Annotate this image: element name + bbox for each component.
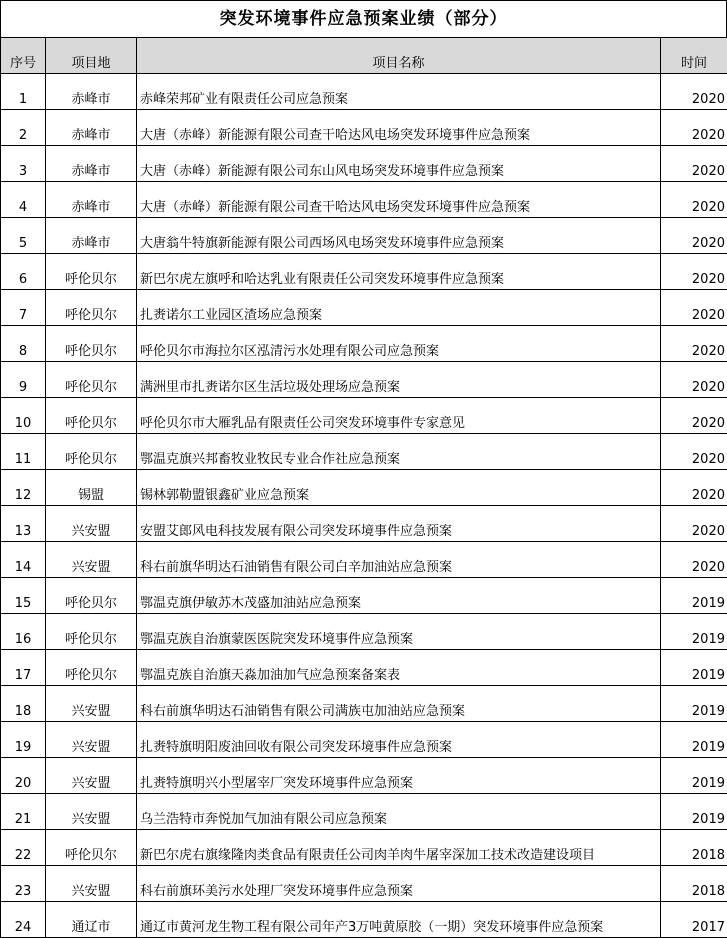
table-row <box>1 578 727 614</box>
row-year: 2020 <box>661 470 727 506</box>
table-row <box>1 614 727 650</box>
sheet-title: 突发环境事件应急预案业绩（部分） <box>0 0 727 37</box>
row-place: 呼伦贝尔 <box>46 290 137 326</box>
row-place: 兴安盟 <box>46 686 137 722</box>
table-row <box>1 290 727 326</box>
row-place: 兴安盟 <box>46 866 137 902</box>
row-project-name: 赤峰荣邦矿业有限责任公司应急预案 <box>137 74 661 110</box>
row-number: 15 <box>1 578 46 614</box>
row-number: 23 <box>1 866 46 902</box>
row-year: 2020 <box>661 110 727 146</box>
row-place: 锡盟 <box>46 470 137 506</box>
row-number: 17 <box>1 650 46 686</box>
table-row <box>1 650 727 686</box>
table-row <box>1 182 727 218</box>
row-project-name: 科右前旗华明达石油销售有限公司白辛加油站应急预案 <box>137 542 661 578</box>
table-row <box>1 902 727 938</box>
row-year: 2019 <box>661 578 727 614</box>
row-place: 兴安盟 <box>46 794 137 830</box>
header-row <box>1 38 727 74</box>
row-place: 通辽市 <box>46 902 137 938</box>
table-body <box>1 74 727 938</box>
table-row <box>1 794 727 830</box>
row-number: 24 <box>1 902 46 938</box>
row-project-name: 通辽市黄河龙生物工程有限公司年产3万吨黄原胶（一期）突发环境事件应急预案 <box>137 902 661 938</box>
table-row <box>1 434 727 470</box>
row-place: 呼伦贝尔 <box>46 650 137 686</box>
table-row <box>1 866 727 902</box>
row-place: 赤峰市 <box>46 110 137 146</box>
row-year: 2020 <box>661 398 727 434</box>
column-header-no: 序号 <box>1 38 46 74</box>
row-place: 呼伦贝尔 <box>46 830 137 866</box>
row-place: 赤峰市 <box>46 146 137 182</box>
row-project-name: 鄂温克族自治旗天淼加油加气应急预案备案表 <box>137 650 661 686</box>
row-place: 赤峰市 <box>46 182 137 218</box>
table-row <box>1 542 727 578</box>
row-project-name: 大唐（赤峰）新能源有限公司查干哈达风电场突发环境事件应急预案 <box>137 110 661 146</box>
row-year: 2019 <box>661 614 727 650</box>
row-place: 呼伦贝尔 <box>46 398 137 434</box>
row-number: 6 <box>1 254 46 290</box>
row-project-name: 乌兰浩特市奔悦加气加油有限公司应急预案 <box>137 794 661 830</box>
row-number: 12 <box>1 470 46 506</box>
row-year: 2020 <box>661 290 727 326</box>
row-number: 8 <box>1 326 46 362</box>
row-place: 呼伦贝尔 <box>46 578 137 614</box>
row-project-name: 科右前旗环美污水处理厂突发环境事件应急预案 <box>137 866 661 902</box>
row-project-name: 鄂温克旗伊敏苏木茂盛加油站应急预案 <box>137 578 661 614</box>
table-row <box>1 470 727 506</box>
row-project-name: 新巴尔虎左旗呼和哈达乳业有限责任公司突发环境事件应急预案 <box>137 254 661 290</box>
row-place: 兴安盟 <box>46 506 137 542</box>
row-project-name: 大唐（赤峰）新能源有限公司东山风电场突发环境事件应急预案 <box>137 146 661 182</box>
row-project-name: 呼伦贝尔市大雁乳品有限责任公司突发环境事件专家意见 <box>137 398 661 434</box>
row-project-name: 锡林郭勒盟银鑫矿业应急预案 <box>137 470 661 506</box>
row-place: 呼伦贝尔 <box>46 254 137 290</box>
row-number: 19 <box>1 722 46 758</box>
column-header-year: 时间 <box>661 38 727 74</box>
table-row <box>1 398 727 434</box>
table-row <box>1 254 727 290</box>
row-number: 7 <box>1 290 46 326</box>
row-year: 2020 <box>661 254 727 290</box>
row-year: 2020 <box>661 326 727 362</box>
row-project-name: 安盟艾郎风电科技发展有限公司突发环境事件应急预案 <box>137 506 661 542</box>
row-number: 22 <box>1 830 46 866</box>
table-row <box>1 218 727 254</box>
row-project-name: 科右前旗华明达石油销售有限公司满族屯加油站应急预案 <box>137 686 661 722</box>
row-number: 11 <box>1 434 46 470</box>
table-row <box>1 722 727 758</box>
row-project-name: 鄂温克旗兴邦畜牧业牧民专业合作社应急预案 <box>137 434 661 470</box>
row-place: 呼伦贝尔 <box>46 326 137 362</box>
table-row <box>1 686 727 722</box>
row-place: 兴安盟 <box>46 542 137 578</box>
row-year: 2019 <box>661 650 727 686</box>
projects-table <box>0 37 727 938</box>
row-number: 16 <box>1 614 46 650</box>
row-project-name: 大唐（赤峰）新能源有限公司查干哈达风电场突发环境事件应急预案 <box>137 182 661 218</box>
row-number: 3 <box>1 146 46 182</box>
row-year: 2019 <box>661 722 727 758</box>
row-place: 呼伦贝尔 <box>46 434 137 470</box>
row-project-name: 扎赉特旗明阳废油回收有限公司突发环境事件应急预案 <box>137 722 661 758</box>
row-year: 2020 <box>661 218 727 254</box>
row-number: 13 <box>1 506 46 542</box>
row-year: 2020 <box>661 434 727 470</box>
row-year: 2020 <box>661 506 727 542</box>
column-header-place: 项目地 <box>46 38 137 74</box>
row-year: 2020 <box>661 542 727 578</box>
row-project-name: 鄂温克族自治旗蒙医医院突发环境事件应急预案 <box>137 614 661 650</box>
row-place: 赤峰市 <box>46 74 137 110</box>
row-project-name: 扎赉特旗明兴小型屠宰厂突发环境事件应急预案 <box>137 758 661 794</box>
column-header-name: 项目名称 <box>137 38 661 74</box>
table-row <box>1 758 727 794</box>
row-year: 2018 <box>661 866 727 902</box>
row-year: 2020 <box>661 362 727 398</box>
row-project-name: 呼伦贝尔市海拉尔区泓清污水处理有限公司应急预案 <box>137 326 661 362</box>
table-row <box>1 110 727 146</box>
row-year: 2020 <box>661 146 727 182</box>
row-number: 20 <box>1 758 46 794</box>
row-number: 2 <box>1 110 46 146</box>
row-year: 2020 <box>661 74 727 110</box>
table-row <box>1 830 727 866</box>
table-row <box>1 146 727 182</box>
row-number: 14 <box>1 542 46 578</box>
row-number: 5 <box>1 218 46 254</box>
row-year: 2020 <box>661 182 727 218</box>
table-row <box>1 362 727 398</box>
row-project-name: 满洲里市扎赉诺尔区生活垃圾处理场应急预案 <box>137 362 661 398</box>
row-number: 21 <box>1 794 46 830</box>
row-number: 9 <box>1 362 46 398</box>
row-project-name: 扎赉诺尔工业园区渣场应急预案 <box>137 290 661 326</box>
row-year: 2017 <box>661 902 727 938</box>
row-year: 2019 <box>661 758 727 794</box>
row-place: 兴安盟 <box>46 722 137 758</box>
row-year: 2019 <box>661 794 727 830</box>
table-row <box>1 506 727 542</box>
row-place: 兴安盟 <box>46 758 137 794</box>
row-number: 10 <box>1 398 46 434</box>
row-place: 呼伦贝尔 <box>46 614 137 650</box>
row-project-name: 新巴尔虎右旗缘隆肉类食品有限责任公司肉羊肉牛屠宰深加工技术改造建设项目 <box>137 830 661 866</box>
row-number: 18 <box>1 686 46 722</box>
row-project-name: 大唐翁牛特旗新能源有限公司西场风电场突发环境事件应急预案 <box>137 218 661 254</box>
row-place: 赤峰市 <box>46 218 137 254</box>
row-year: 2019 <box>661 686 727 722</box>
row-number: 4 <box>1 182 46 218</box>
table-row <box>1 74 727 110</box>
row-year: 2018 <box>661 830 727 866</box>
row-place: 呼伦贝尔 <box>46 362 137 398</box>
row-number: 1 <box>1 74 46 110</box>
table-row <box>1 326 727 362</box>
